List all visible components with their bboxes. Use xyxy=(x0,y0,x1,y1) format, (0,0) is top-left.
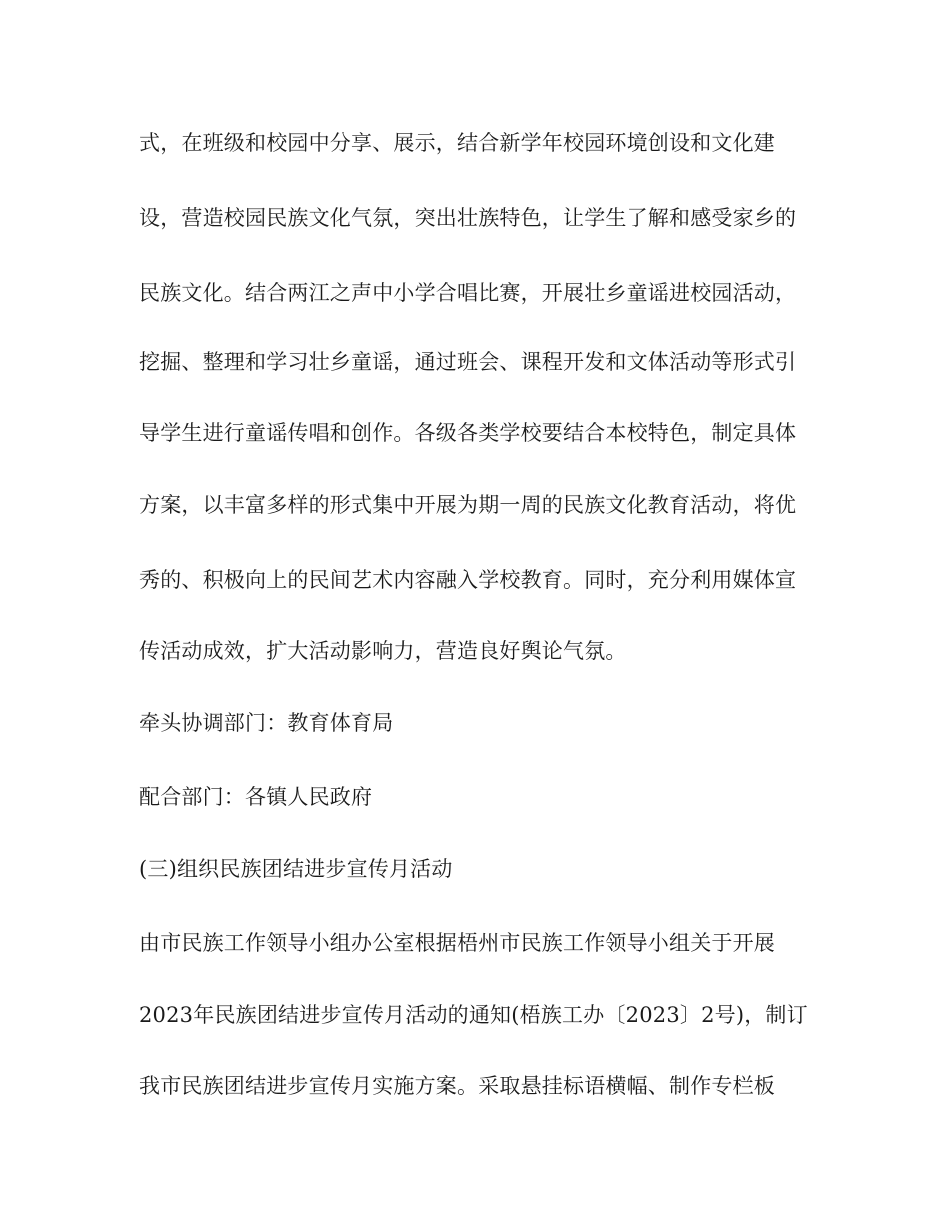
section-heading: (三)组织民族团结进步宣传月活动 xyxy=(139,857,453,881)
paragraph-line: 导学生进行童谣传唱和创作。各级各类学校要结合本校特色，制定具体 xyxy=(139,421,797,445)
paragraph-line: 挖掘、整理和学习壮乡童谣，通过班会、课程开发和文体活动等形式引 xyxy=(139,350,797,374)
cooperating-department-line: 配合部门：各镇人民政府 xyxy=(139,785,373,809)
paragraph-line: 我市民族团结进步宣传月实施方案。采取悬挂标语横幅、制作专栏板 xyxy=(139,1074,775,1098)
paragraph-line: 秀的、积极向上的民间艺术内容融入学校教育。同时，充分利用媒体宣 xyxy=(139,568,797,592)
paragraph-line: 2023年民族团结进步宣传月活动的通知(梧族工办〔2023〕2号)，制订 xyxy=(139,1003,808,1027)
responsible-department-line: 牵头协调部门：教育体育局 xyxy=(139,711,394,735)
paragraph-line: 民族文化。结合两江之声中小学合唱比赛，开展壮乡童谣进校园活动， xyxy=(139,281,797,305)
paragraph-line: 式，在班级和校园中分享、展示，结合新学年校园环境创设和文化建 xyxy=(139,131,775,155)
paragraph-line: 设，营造校园民族文化气氛，突出壮族特色，让学生了解和感受家乡的 xyxy=(139,206,797,230)
paragraph-line: 方案，以丰富多样的形式集中开展为期一周的民族文化教育活动，将优 xyxy=(139,493,797,517)
paragraph-line: 传活动成效，扩大活动影响力，营造良好舆论气氛。 xyxy=(139,639,627,663)
paragraph-line: 由市民族工作领导小组办公室根据梧州市民族工作领导小组关于开展 xyxy=(139,931,775,955)
